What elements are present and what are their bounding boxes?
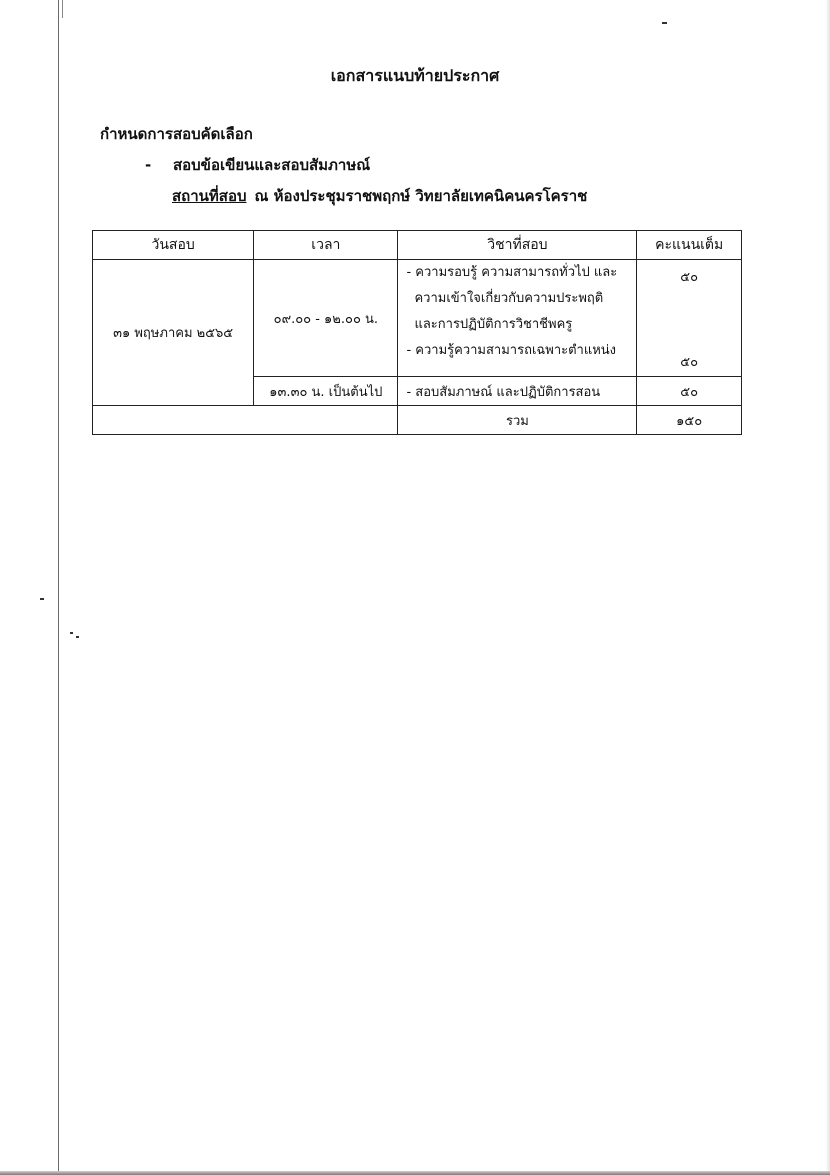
scan-right-edge (826, 0, 830, 1175)
total-label: รวม (398, 406, 637, 435)
subject-line: - ความรู้ความสามารถเฉพาะตำแหน่ง (406, 343, 617, 358)
subject-line: และการปฏิบัติการวิชาชีพครู (414, 317, 573, 332)
table-header-row (93, 231, 742, 260)
item-bullet: - (145, 156, 152, 174)
scan-speck (76, 636, 79, 638)
table-total-row (93, 406, 742, 435)
exam-schedule-table (92, 230, 742, 435)
total-empty-cell (93, 406, 398, 435)
total-score: ๑๕๐ (637, 406, 742, 435)
header-score: คะแนนเต็ม (637, 231, 742, 260)
interview-time-cell: ๑๓.๓๐ น. เป็นต้นไป (254, 377, 398, 406)
score-value: ๕๐ (680, 270, 699, 285)
header-subject: วิชาที่สอบ (398, 231, 637, 260)
venue-label: สถานที่สอบ (172, 187, 247, 205)
interview-subject-cell: - สอบสัมภาษณ์ และปฏิบัติการสอน (398, 377, 637, 406)
section-heading: กำหนดการสอบคัดเลือก (100, 125, 253, 143)
document-title: เอกสารแนบท้ายประกาศ (330, 66, 500, 85)
table-row (93, 260, 742, 377)
scan-binding-line (58, 0, 59, 1175)
scan-bottom-edge (0, 1171, 830, 1175)
header-date: วันสอบ (93, 231, 254, 260)
exam-date-cell: ๓๑ พฤษภาคม ๒๕๖๕ (93, 260, 254, 406)
venue-text: ณ ห้องประชุมราชพฤกษ์ วิทยาลัยเทคนิคนครโคราช (254, 187, 588, 205)
exam-subject-cell (398, 260, 637, 377)
scan-speck (662, 22, 667, 24)
interview-score-cell: ๕๐ (637, 377, 742, 406)
scan-binding-mark (62, 0, 63, 18)
scan-speck (40, 598, 44, 600)
exam-time-cell: ๐๙.๐๐ - ๑๒.๐๐ น. (254, 260, 398, 377)
subject-line: ความเข้าใจเกี่ยวกับความประพฤติ (414, 291, 604, 306)
exam-type-text: สอบข้อเขียนและสอบสัมภาษณ์ (173, 156, 371, 174)
scan-speck (70, 632, 73, 634)
exam-type-item (145, 153, 370, 177)
score-value: ๕๐ (680, 355, 699, 370)
venue-line (172, 184, 587, 208)
subject-line: - ความรอบรู้ ความสามารถทั่วไป และ (406, 265, 618, 280)
exam-score-cell (637, 260, 742, 377)
header-time: เวลา (254, 231, 398, 260)
